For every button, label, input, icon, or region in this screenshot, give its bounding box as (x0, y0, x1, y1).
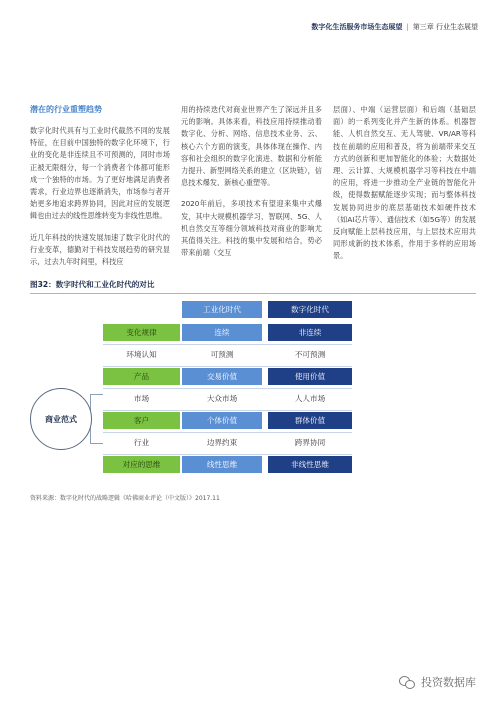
digital-cell: 人人市场 (294, 394, 326, 403)
watermark (399, 674, 476, 690)
comparison-diagram (30, 301, 476, 481)
figure-title: 图32：数字时代和工业化时代的对比 (30, 280, 155, 289)
row-divider (103, 366, 352, 367)
digital-cell: 跨界协同 (294, 438, 326, 447)
digital-cell: 非线性思维 (268, 456, 352, 473)
row-label: 市场 (133, 394, 150, 403)
industrial-cell: 交易价值 (182, 368, 262, 385)
text-column-2 (181, 104, 322, 268)
page-header (311, 22, 478, 32)
figure-rule (30, 293, 476, 294)
row-label: 产品 (103, 368, 180, 385)
watermark-text: 投资数据库 (421, 676, 476, 689)
text-column-3 (333, 104, 476, 272)
figure-source: 资料来源：数字化时代的战略逻辑《哈佛商业评论（中文版）》2017.11 (30, 495, 220, 502)
header-separator: | (406, 23, 409, 31)
row-label: 变化规律 (103, 324, 180, 341)
row-label: 对应的思维 (103, 456, 180, 473)
row-divider (103, 344, 352, 345)
row-label: 环境认知 (126, 350, 157, 359)
header-industrial: 工业化时代 (182, 301, 262, 318)
digital-cell: 不可预测 (294, 350, 326, 359)
paragraph: 近几年科技的快速发展加速了数字化时代的行业变革，德勤对于科技发展趋势的研究显示，过去九年时间里，科技应 (30, 232, 170, 267)
digital-cell: 群体价值 (268, 412, 352, 429)
business-paradigm-circle (30, 388, 92, 450)
row-label: 行业 (133, 438, 150, 447)
industrial-cell: 可预测 (210, 350, 234, 359)
row-divider (103, 410, 352, 411)
paragraph: 2020年前后，多项技术有望迎来集中式爆发，其中大规模机器学习、智联网、5G、人机自然交互等细分领域科技对商业的影响尤其值得关注。科技的集中发展和结合，势必带来前端（交互 (181, 199, 322, 258)
industrial-cell: 线性思维 (182, 456, 262, 473)
row-divider (103, 388, 352, 389)
industrial-cell: 边界约束 (206, 438, 238, 447)
wechat-icon (399, 676, 415, 689)
paragraph: 层面）、中端（运营层面）和后端（基础层面）的一系列变化并产生新的体系。机器智能、人机自然交互、无人驾驶、VR/AR等科技在前端的应用和普及，将为前端带来交互方式的创新和更加智能化的体验；大数据处理、云计算、大规模机器学习等科技在中端的应用，将进一步推动全产业链的智能化升级，使得数据赋能逐步实现；而与整体科技发展协同进步的底层基础技术如硬件技术（如AI芯片等）、通信技术（如5G等）的发展反向赋能上层科技应用，与上层技术应用共同形成新的技术体系，作用于多样的应用场景。 (333, 105, 476, 261)
circle-label: 商业范式 (45, 414, 77, 424)
digital-cell: 非连续 (268, 324, 352, 341)
section-title: 潜在的行业重塑趋势 (30, 105, 102, 114)
header-chapter: 第三章 行业生态展望 (412, 23, 478, 31)
row-label: 客户 (103, 412, 180, 429)
row-divider (103, 454, 352, 455)
industrial-cell: 连续 (182, 324, 262, 341)
digital-cell: 使用价值 (268, 368, 352, 385)
industrial-cell: 个体价值 (182, 412, 262, 429)
header-title: 数字化生活服务市场生态展望 (311, 23, 403, 31)
paragraph: 用的持续迭代对商业世界产生了深远并且多元的影响。具体来看，科技应用持续推动着数字化、分析、网络、信息技术业务、云、核心六个方面的演变，具体体现在操作、内容和社会组织的数字化演进、数据和分析能力提升、新型网络关系的建立（区块链），信息技术爆发、新核心重塑等。 (181, 105, 322, 188)
header-digital: 数字化时代 (268, 301, 352, 318)
text-column-1 (30, 104, 170, 277)
industrial-cell: 大众市场 (206, 394, 238, 403)
paragraph: 数字化时代具有与工业时代截然不同的发展特征，在目前中国独特的数字化环境下，行业的变化是非连续且不可预测的，同时市场正被无限细分，每一个消费者个体都可能形成一个独特的市场。为了更好地满足消费者需求，行业边界也逐渐消失，市场参与者开始更多地追求跨界协同，因此对应的发展逻辑也由过去的线性思维转变为非线性思维。 (30, 126, 170, 221)
row-divider (103, 432, 352, 433)
